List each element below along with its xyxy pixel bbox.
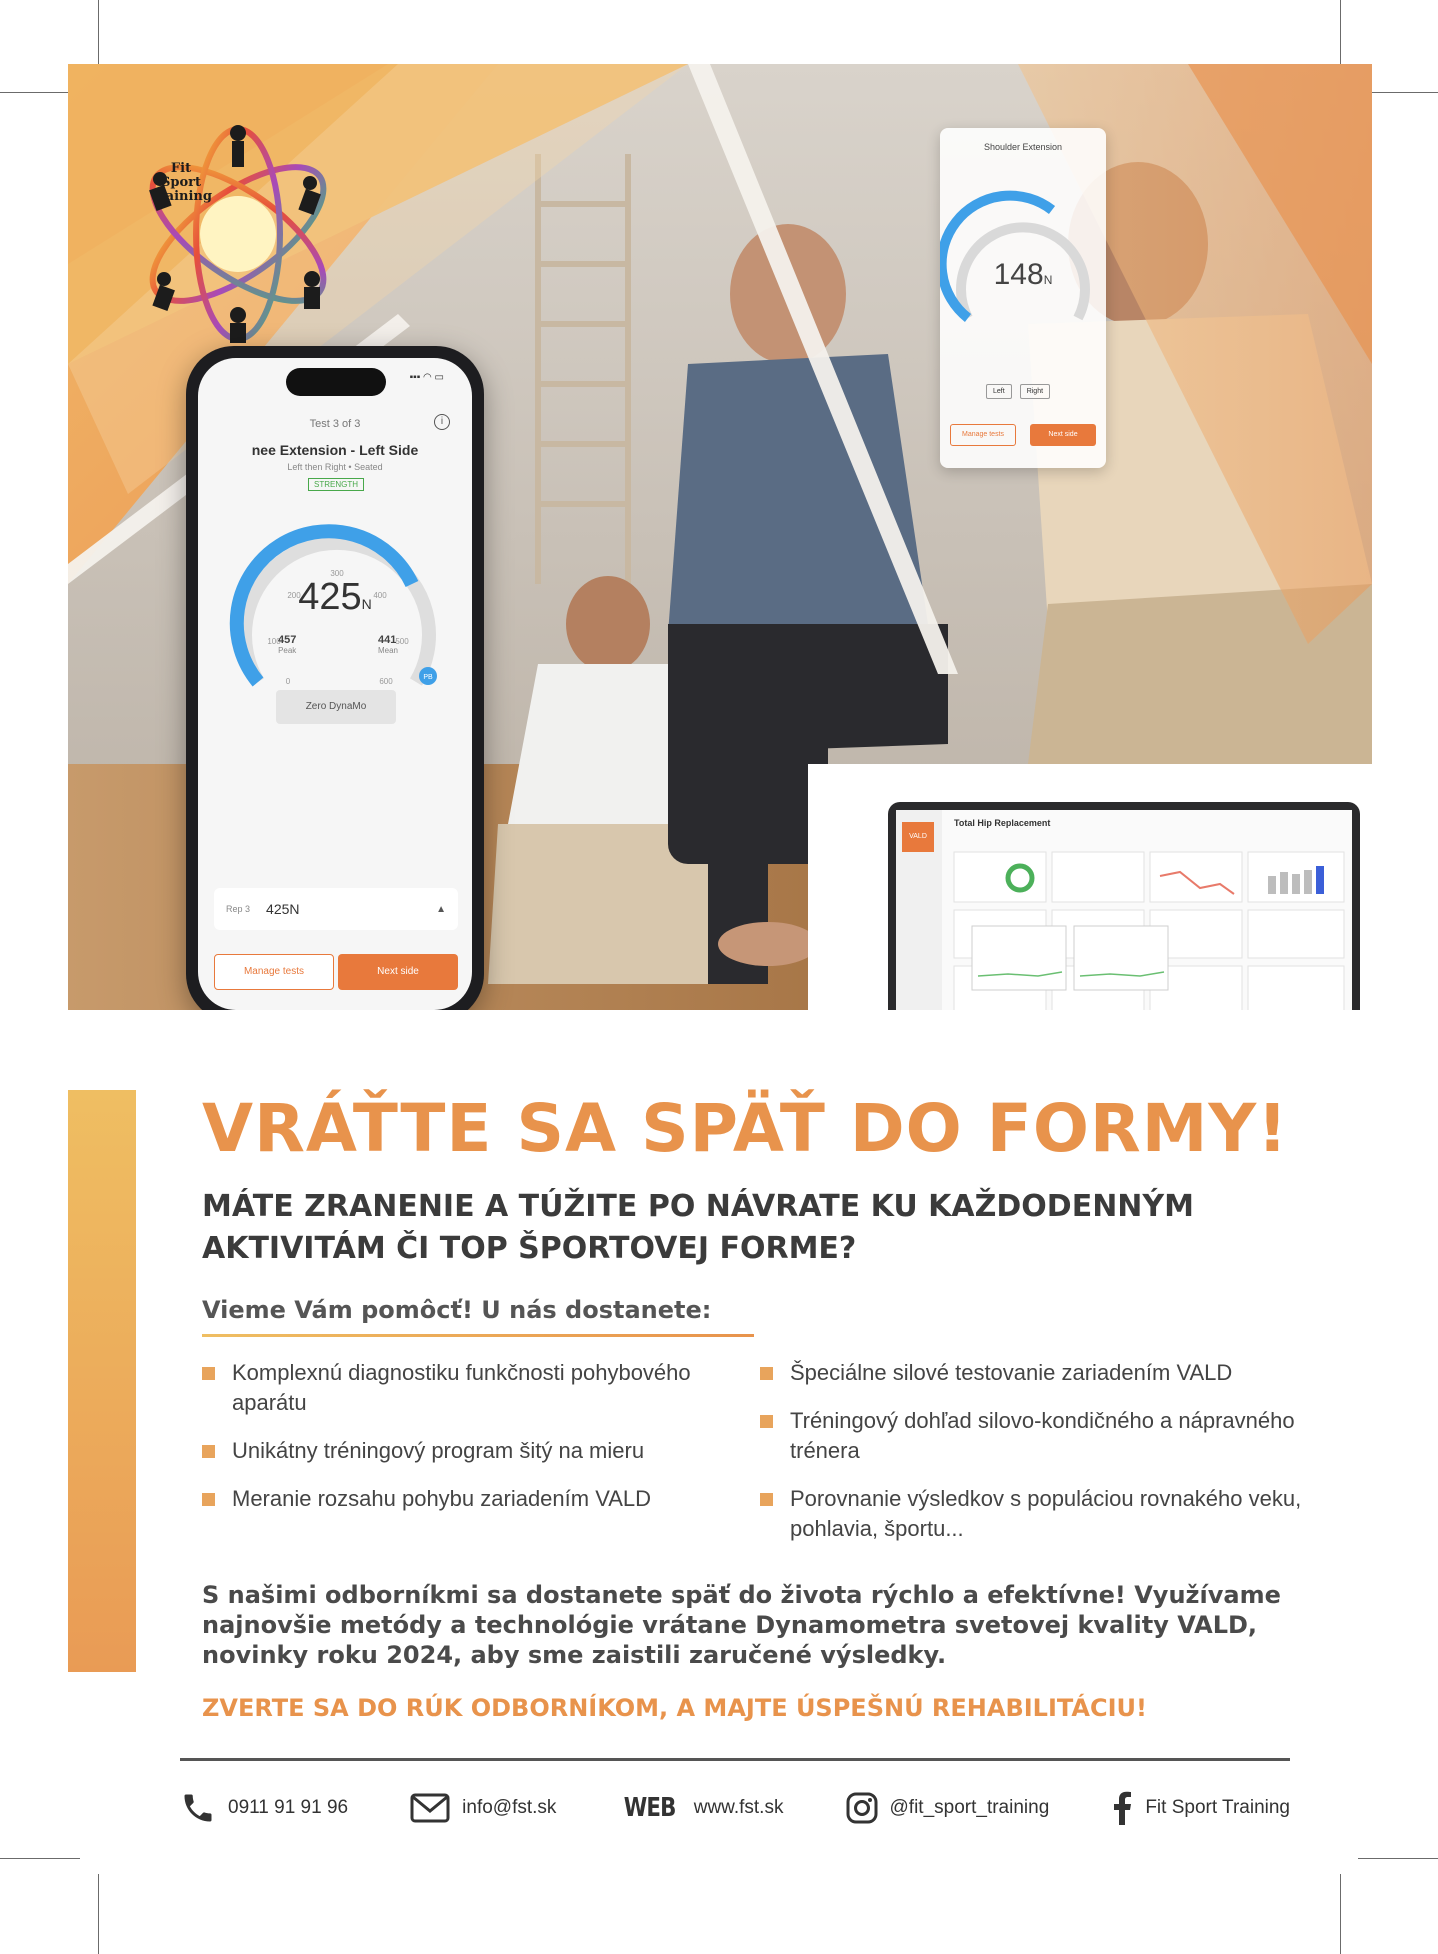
lead-text: Vieme Vám pomôcť! U nás dostanete: [202, 1296, 712, 1324]
logo-wordmark [146, 162, 216, 204]
signal-icon: ▪▪▪ ◠ ▭ [409, 372, 444, 383]
dashboard-sidebar [896, 810, 942, 1010]
body-paragraph: S našimi odborníkmi sa dostanete späť do života rýchlo a efektívne! Využívame najnovšie metódy a technológie vrátane Dynamometra svetovej kvality VALD, novinky roku 2024, aby sme zaistili zaručené výsledky. [202, 1581, 1281, 1669]
email-address: info@fst.sk [462, 1797, 557, 1818]
gauge-tick: 0 [285, 677, 291, 686]
gauge-tick: 400 [373, 591, 387, 600]
gauge-tick: 200 [287, 591, 301, 600]
call-to-action: ZVERTE SA DO RÚK ODBORNÍKOM, A MAJTE ÚSPEŠNÚ REHABILITÁCIU! [202, 1694, 1147, 1722]
lead-underline [202, 1334, 754, 1337]
left-side-button: Left [986, 384, 1012, 399]
force-stats [278, 634, 398, 655]
contact-web[interactable] [618, 1793, 783, 1823]
rep-label: Rep 3 [226, 904, 251, 914]
contact-bar [180, 1786, 1290, 1830]
phone-icon [180, 1790, 216, 1826]
phone-screen [198, 358, 472, 1010]
exercise-subtitle: Left then Right • Seated [287, 462, 383, 472]
crop-mark [0, 1858, 80, 1859]
test-counter: Test 3 of 3 [309, 418, 361, 430]
list-item: Tréningový dohľad silovo-kondičného a nápravného trénera [760, 1406, 1320, 1466]
right-side-button: Right [1020, 384, 1050, 399]
laptop-screen [888, 802, 1360, 1010]
list-item: Unikátny tréningový program šitý na mieru [202, 1436, 722, 1466]
wall-dynamometer-card [940, 128, 1106, 468]
phone-number: 0911 91 91 96 [228, 1797, 349, 1818]
contact-facebook[interactable] [1111, 1791, 1290, 1825]
phone-mockup [186, 346, 484, 1010]
facebook-icon [1111, 1791, 1133, 1825]
facebook-page: Fit Sport Training [1145, 1797, 1290, 1818]
manage-tests-button: Manage tests [214, 954, 334, 990]
dashboard-title: Total Hip Replacement [954, 818, 1051, 828]
gauge-tick: 300 [330, 569, 344, 578]
gauge-tick: 600 [379, 677, 393, 686]
vald-dashboard [896, 810, 1352, 1010]
mean-stat: 441 Mean [377, 634, 398, 655]
instagram-icon [846, 1792, 878, 1824]
web-icon: WEB [624, 1793, 677, 1823]
contact-email[interactable] [410, 1792, 556, 1824]
hero-banner [68, 64, 1372, 1010]
contact-phone[interactable] [180, 1790, 348, 1826]
list-item: Komplexnú diagnostiku funkčnosti pohybového aparátu [202, 1358, 722, 1418]
main-headline: VRÁŤTE SA SPÄŤ DO FORMY! [202, 1090, 1289, 1167]
benefits-list-right [760, 1358, 1320, 1562]
laptop-mockup [884, 802, 1364, 1010]
list-item: Špeciálne silové testovanie zariadením VALD [760, 1358, 1320, 1388]
logo-text-line: Training [150, 189, 212, 204]
gauge-tick: 100 [267, 637, 281, 646]
wall-card-side-toggle [986, 384, 1050, 399]
footer-divider [180, 1758, 1290, 1761]
contact-instagram[interactable] [846, 1792, 1050, 1824]
list-item: Porovnanie výsledkov s populáciou rovnakého veku, pohlavia, športu... [760, 1484, 1320, 1544]
vald-logo: VALD [902, 822, 934, 852]
crop-mark [1340, 1874, 1341, 1954]
crop-mark [1358, 1858, 1438, 1859]
wall-next-side-button: Next side [1030, 424, 1096, 446]
logo-text-line: Sport [160, 175, 201, 190]
exercise-title: nee Extension - Left Side [251, 442, 419, 458]
accent-side-bar [68, 1090, 136, 1672]
rep-value: 425N [266, 901, 300, 917]
wall-card-title: Shoulder Extension [983, 142, 1063, 152]
dashboard-widgets [948, 836, 1352, 1010]
chevron-up-icon: ▲ [436, 903, 446, 915]
zero-dynamo-button: Zero DynaMo [276, 690, 396, 724]
phone-notch [286, 368, 386, 396]
pb-badge: PB [423, 674, 433, 681]
wall-card-value: 148N [993, 258, 1053, 291]
force-value: 425N [298, 576, 372, 618]
peak-stat: 457 Peak [278, 634, 297, 655]
mail-icon [410, 1792, 450, 1824]
strength-tag: STRENGTH [308, 478, 364, 491]
info-icon: i [434, 414, 450, 430]
benefits-list-left [202, 1358, 722, 1532]
logo-text-line: Fit [170, 161, 192, 176]
list-item: Meranie rozsahu pohybu zariadením VALD [202, 1484, 722, 1514]
web-address: www.fst.sk [693, 1797, 784, 1818]
rep-row [214, 888, 458, 930]
sub-headline: MÁTE ZRANENIE A TÚŽITE PO NÁVRATE KU KAŽDODENNÝM AKTIVITÁM ČI TOP ŠPORTOVEJ FORME? [202, 1189, 1194, 1266]
wall-manage-tests-button: Manage tests [950, 424, 1016, 446]
crop-mark [98, 1874, 99, 1954]
gauge-tick: 500 [395, 637, 409, 646]
instagram-handle: @fit_sport_training [889, 1797, 1050, 1818]
fit-sport-training-logo [128, 119, 348, 349]
next-side-button: Next side [338, 954, 458, 990]
